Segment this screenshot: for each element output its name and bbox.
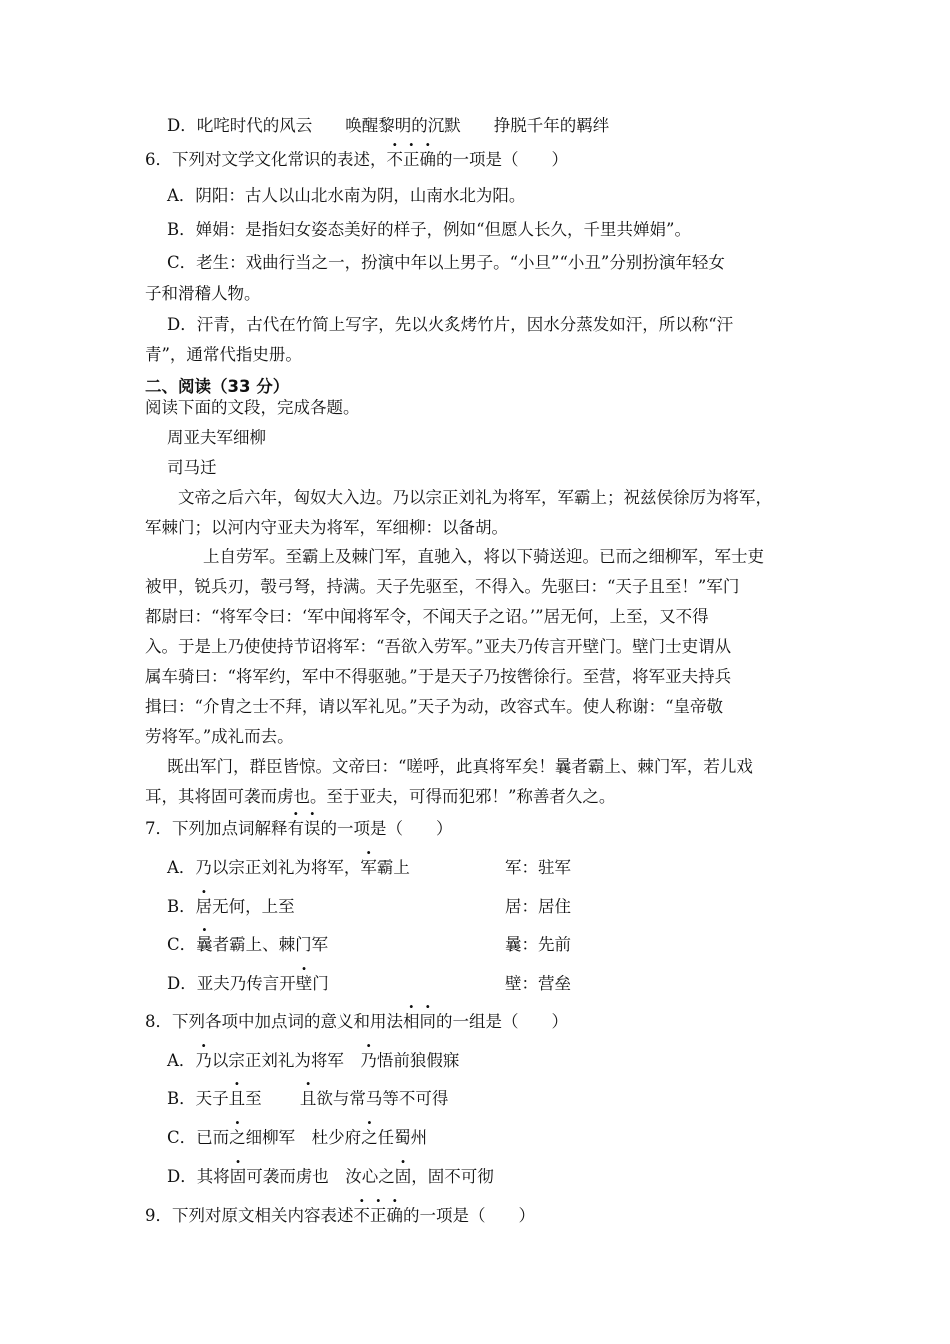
- q6-option-b: B．婵娟：是指妇女姿态美好的样子，例如“但愿人长久，千里共婵娟”。: [167, 220, 691, 239]
- passage-line: 劳将军。”成礼而去。: [145, 727, 294, 746]
- q8-stem-tail: 的一组是（ ）: [436, 1012, 568, 1031]
- q7-gloss: 壁：营垒: [505, 974, 571, 993]
- passage-line: 都尉曰：“将军令曰：‘军中闻将军令，不闻天子之诏。’”居无何，上至，又不得: [145, 607, 709, 626]
- section-heading: 二、阅读（33 分）: [145, 377, 290, 396]
- emphasis-char: 不: [353, 1206, 370, 1225]
- passage-line: 既出军门，群臣皆惊。文帝曰：“嗟呼，此真将军矣！曩者霸上、棘门军，若儿戏: [167, 757, 753, 776]
- q7-stem: [145, 818, 453, 840]
- emphasis-char: 且: [228, 1089, 246, 1108]
- q7-stem-tail: 的一项是（ ）: [320, 819, 453, 838]
- emphasis-char: 误: [304, 819, 321, 838]
- q8-stem-text: 8．下列各项中加点词的意义和用法: [145, 1012, 403, 1031]
- passage-title: 周亚夫军细柳: [167, 428, 266, 447]
- q8-option-b: B．天子且至 且欲与常马等不可得: [167, 1089, 449, 1108]
- q7-option-b: B．居无何，上至 居：居住: [167, 897, 571, 916]
- reading-instruction: 阅读下面的文段，完成各题。: [145, 398, 360, 417]
- q6-option-c-cont: 子和滑稽人物。: [145, 284, 261, 303]
- passage-line: 上自劳军。至霸上及棘门军，直驰入，将以下骑送迎。已而之细柳军，军士吏: [203, 547, 764, 566]
- q9-stem-tail: 的一项是（ ）: [403, 1206, 535, 1225]
- passage-line: 军棘门；以河内守亚夫为将军，军细柳：以备胡。: [145, 518, 508, 537]
- emphasis-char: 确: [419, 150, 436, 169]
- passage-line: 属车骑曰：“将军约，军中不得驱驰。”于是天子乃按辔徐行。至营，将军亚夫持兵: [145, 667, 732, 686]
- emphasis-char: 同: [419, 1012, 436, 1031]
- q7-option-d: D．亚夫乃传言开壁门 壁：营垒: [167, 974, 571, 993]
- emphasis-char: 正: [370, 1206, 387, 1225]
- emphasis-char: 确: [386, 1206, 403, 1225]
- q8-option-c: C．已而之细柳军 杜少府之任蜀州: [167, 1128, 428, 1147]
- passage-line: 被甲，锐兵刃，彀弓弩，持满。天子先驱至，不得入。先驱曰：“天子且至！”军门: [145, 577, 740, 596]
- q6-stem-tail: 的一项是（ ）: [436, 150, 568, 169]
- q8-stem: [145, 1011, 568, 1033]
- emphasis-char: 相: [403, 1012, 420, 1031]
- emphasis-char: 固: [229, 1167, 247, 1186]
- q9-stem: [145, 1205, 535, 1227]
- emphasis-char: 正: [403, 150, 420, 169]
- q7-option-c: C．曩者霸上、棘门军 曩：先前: [167, 935, 571, 954]
- passage-line: 入。于是上乃使使持节诏将军：“吾欲入劳军。”亚夫乃传言开壁门。壁门士吏谓从: [145, 637, 732, 656]
- passage-author: 司马迁: [167, 458, 217, 477]
- q8-option-d: D．其将固可袭而虏也 汝心之固，固不可彻: [167, 1167, 494, 1186]
- q7-gloss: 军：驻军: [505, 858, 571, 877]
- q6-option-d: D．汗青，古代在竹简上写字，先以火炙烤竹片，因水分蒸发如汗，所以称“汗: [167, 315, 734, 334]
- q6-option-d-cont: 青”，通常代指史册。: [145, 345, 302, 364]
- emphasis-char: 乃: [360, 1051, 377, 1070]
- q9-stem-text: 9．下列对原文相关内容表述: [145, 1206, 354, 1225]
- q6-stem-text: 6．下列对文学文化常识的表述，: [145, 150, 387, 169]
- emphasis-char: 曩: [196, 935, 213, 954]
- emphasis-char: 乃: [195, 1051, 212, 1070]
- passage-line: 耳，其将固可袭而虏也。至于亚夫，可得而犯邪！”称善者久之。: [145, 787, 616, 806]
- emphasis-char: 固: [394, 1167, 412, 1186]
- q8-option-a: A．乃以宗正刘礼为将军 乃悟前狼假寐: [167, 1051, 460, 1070]
- q7-gloss: 居：居住: [505, 897, 571, 916]
- q7-option-a: A．乃以宗正刘礼为将军，军霸上 军：驻军: [167, 858, 571, 877]
- emphasis-char: 居: [195, 897, 213, 916]
- emphasis-char: 之: [361, 1128, 378, 1147]
- emphasis-char: 不: [386, 150, 403, 169]
- emphasis-char: 壁: [295, 974, 313, 993]
- emphasis-char: 之: [229, 1128, 246, 1147]
- passage-line: 文帝之后六年，匈奴大入边。乃以宗正刘礼为将军，军霸上；祝兹侯徐厉为将军，: [178, 488, 772, 507]
- emphasis-char: 且: [299, 1089, 317, 1108]
- q7-gloss: 曩：先前: [505, 935, 571, 954]
- q6-stem: [145, 149, 568, 171]
- emphasis-char: 有: [287, 819, 304, 838]
- q6-option-c: C．老生：戏曲行当之一，扮演中年以上男子。“小旦”“小丑”分别扮演年轻女: [167, 253, 725, 272]
- q5-option-d: D．叱咤时代的风云 唤醒黎明的沉默 挣脱千年的羁绊: [167, 116, 610, 135]
- passage-line: 揖曰：“介胄之士不拜，请以军礼见。”天子为动，改容式车。使人称谢：“皇帝敬: [145, 697, 724, 716]
- emphasis-char: 军: [360, 858, 377, 877]
- q7-stem-text: 7．下列加点词解释: [145, 819, 288, 838]
- q6-option-a: A．阴阳：古人以山北水南为阴，山南水北为阳。: [167, 186, 526, 205]
